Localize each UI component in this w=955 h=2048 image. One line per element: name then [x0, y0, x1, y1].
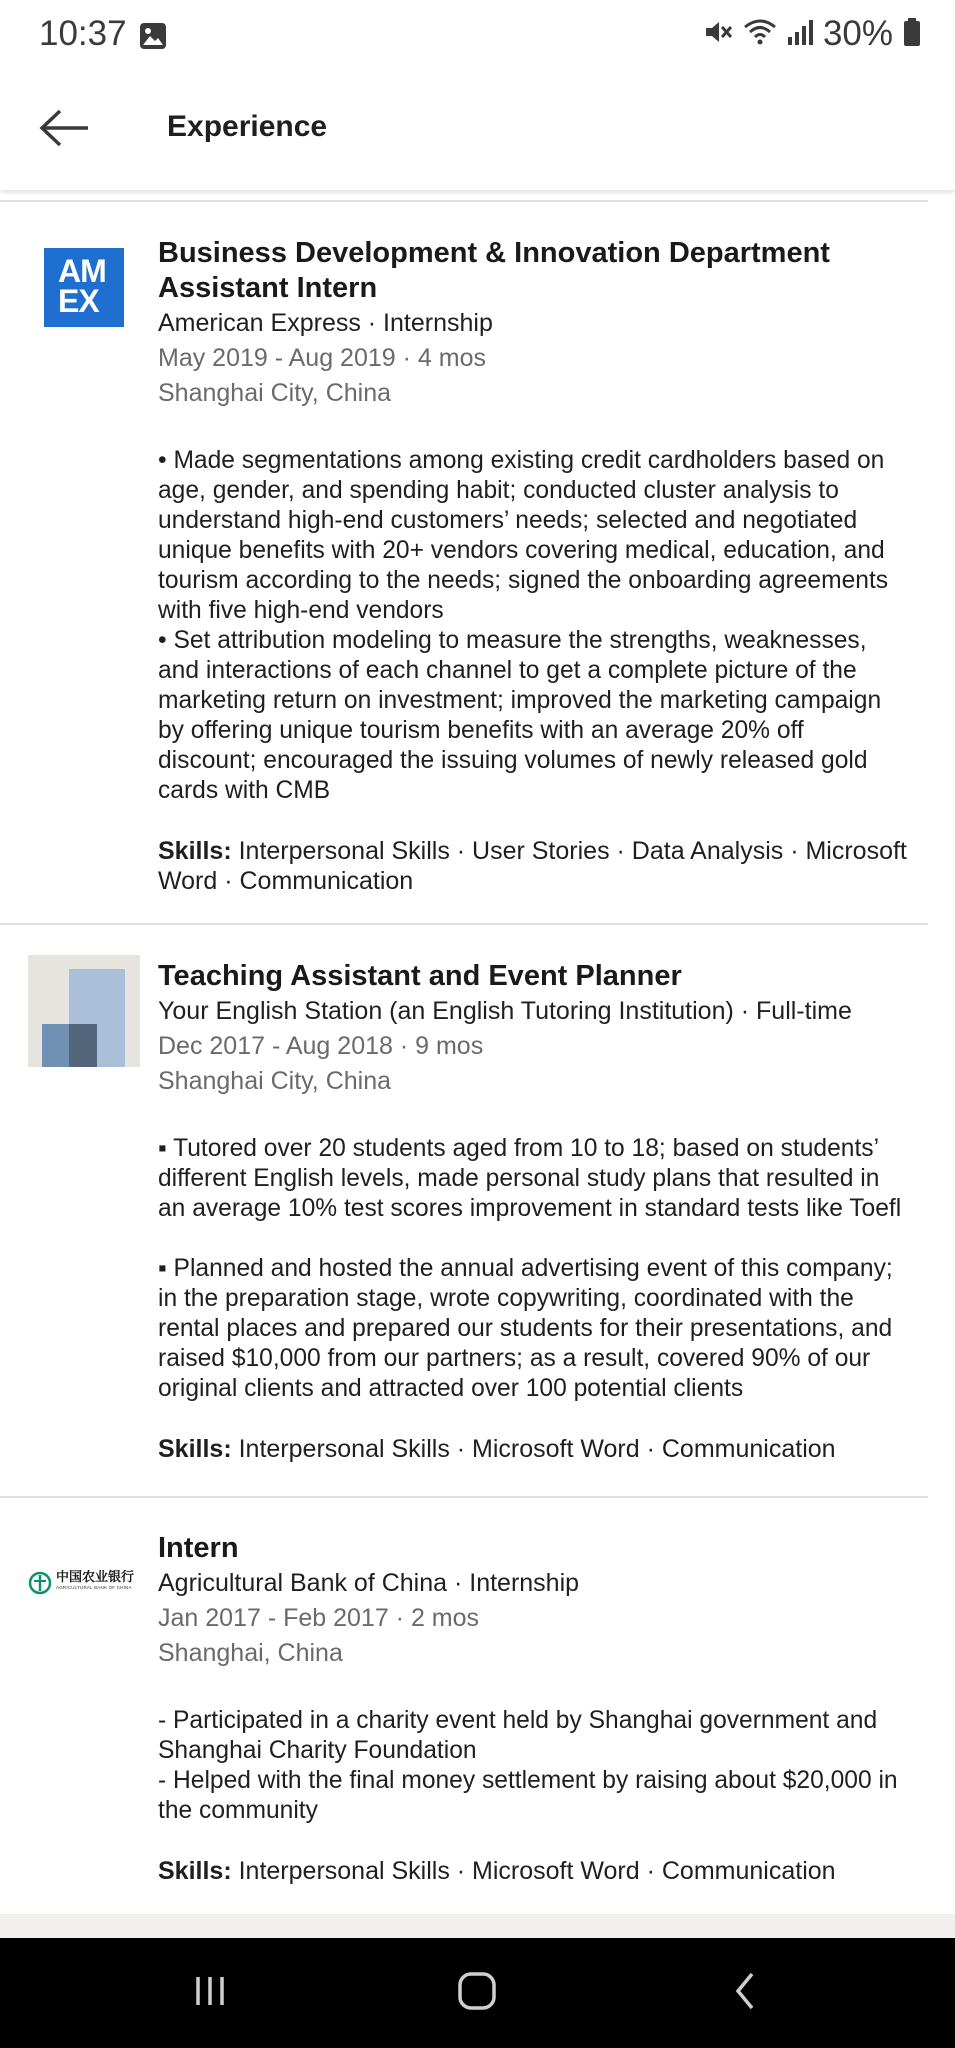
your-english-station-logo: [28, 955, 140, 1067]
skills-list: Interpersonal Skills · User Stories · Data Analysis · Microsoft: [238, 837, 907, 865]
home-icon: [456, 1970, 498, 2017]
divider: [0, 923, 928, 925]
status-bar: [0, 0, 955, 72]
description-line: age, gender, and spending habit; conducted cluster analysis to: [158, 477, 839, 504]
skills: [158, 836, 938, 896]
date-range: Dec 2017 - Aug 2018 · 9 mos: [158, 1032, 484, 1060]
description-line: different English levels, made personal study plans that resulted in: [158, 1165, 880, 1192]
back-icon: [730, 1970, 760, 2017]
job-description: [158, 1706, 938, 1826]
recent-apps-button[interactable]: [180, 1968, 240, 2018]
logo-text: AGRICULTURAL BANK OF CHINA: [56, 1585, 132, 1590]
company-name: Agricultural Bank of China · Internship: [158, 1569, 580, 1597]
job-title: [158, 236, 938, 306]
skills-label: Skills:: [158, 1857, 232, 1885]
back-button[interactable]: [36, 102, 92, 158]
skills: [158, 1434, 938, 1464]
description-line: • Set attribution modeling to measure the strengths, weaknesses,: [158, 627, 867, 654]
description-line: - Helped with the final money settlement by raising about $20,000 in: [158, 1767, 898, 1794]
job-title-line: Assistant Intern: [158, 272, 378, 304]
description-line: with five high-end vendors: [158, 597, 444, 624]
home-button[interactable]: [447, 1968, 507, 2018]
nav-back-button[interactable]: [715, 1968, 775, 2018]
divider: [0, 1496, 928, 1498]
location: Shanghai City, China: [158, 1067, 392, 1095]
description-line: original clients and attracted over 100 potential clients: [158, 1375, 744, 1402]
app-bar: [0, 72, 955, 190]
page-title: Experience: [167, 110, 328, 143]
description-line: Shanghai Charity Foundation: [158, 1737, 477, 1764]
agricultural-bank-of-china-logo: [28, 1568, 143, 1598]
american-express-logo: [44, 248, 124, 327]
description-line: raised $10,000 from our partners; as a result, covered 90% of our: [158, 1345, 871, 1372]
description-line: cards with CMB: [158, 777, 331, 804]
company-name: Your English Station (an English Tutoring Institution) · Full-time: [158, 997, 852, 1025]
description-line: and interactions of each channel to get a complete picture of the: [158, 657, 857, 684]
description-line: rental places and prepared our students for their presentations, and: [158, 1315, 893, 1342]
location: Shanghai City, China: [158, 379, 392, 407]
status-time: 10:37: [39, 14, 127, 53]
description-line: marketing return on investment; improved the marketing campaign: [158, 687, 882, 714]
company-name: American Express · Internship: [158, 309, 493, 337]
description-line: in the preparation stage, wrote copywriting, coordinated with the: [158, 1285, 854, 1312]
skills-list: Interpersonal Skills · Microsoft Word · Communication: [238, 1435, 836, 1463]
skills-list: Word · Communication: [158, 867, 414, 895]
arrow-left-icon: [38, 108, 90, 153]
signal-icon: [787, 17, 813, 52]
battery-icon: [903, 17, 921, 52]
skills-list: Interpersonal Skills · Microsoft Word · Communication: [238, 1857, 836, 1885]
description-line: ▪ Planned and hosted the annual advertising event of this company;: [158, 1255, 893, 1282]
description-line: - Participated in a charity event held by Shanghai government and: [158, 1707, 878, 1734]
job-description: [158, 446, 938, 806]
battery-percentage: 30%: [822, 14, 893, 53]
description-line: tourism according to the needs; signed the onboarding agreements: [158, 567, 889, 594]
logo-text: 中国农业银行: [56, 1570, 135, 1585]
description-line: the community: [158, 1797, 318, 1824]
list-end-band: [0, 1914, 955, 1938]
skills-label: Skills:: [158, 837, 232, 865]
mute-icon: [703, 17, 733, 52]
date-range: May 2019 - Aug 2019 · 4 mos: [158, 344, 486, 372]
photo-icon: [139, 22, 167, 50]
description-line: an average 10% test scores improvement in standard tests like Toefl: [158, 1195, 902, 1222]
recent-apps-icon: [190, 1971, 230, 2016]
description-line: • Made segmentations among existing credit cardholders based on: [158, 447, 885, 474]
skills-label: Skills:: [158, 1435, 232, 1463]
job-title: [158, 959, 938, 994]
job-title: [158, 1531, 938, 1566]
wifi-icon: [743, 17, 777, 52]
divider: [0, 200, 928, 202]
date-range: Jan 2017 - Feb 2017 · 2 mos: [158, 1604, 480, 1632]
logo-text: AM: [58, 253, 106, 289]
job-title-line: Business Development & Innovation Department: [158, 237, 830, 269]
job-title-line: Intern: [158, 1532, 239, 1564]
job-description: [158, 1134, 938, 1404]
description-line: discount; encouraged the issuing volumes of newly released gold: [158, 747, 868, 774]
description-line: by offering unique tourism benefits with an average 20% off: [158, 717, 804, 744]
logo-text: EX: [58, 283, 99, 319]
skills: [158, 1856, 938, 1886]
description-line: unique benefits with 20+ vendors covering medical, education, and: [158, 537, 885, 564]
system-navigation-bar: [0, 1938, 955, 2048]
description-line: ▪ Tutored over 20 students aged from 10 to 18; based on students’: [158, 1135, 880, 1162]
description-line: understand high-end customers’ needs; selected and negotiated: [158, 507, 858, 534]
location: Shanghai, China: [158, 1639, 343, 1667]
job-title-line: Teaching Assistant and Event Planner: [158, 960, 682, 992]
